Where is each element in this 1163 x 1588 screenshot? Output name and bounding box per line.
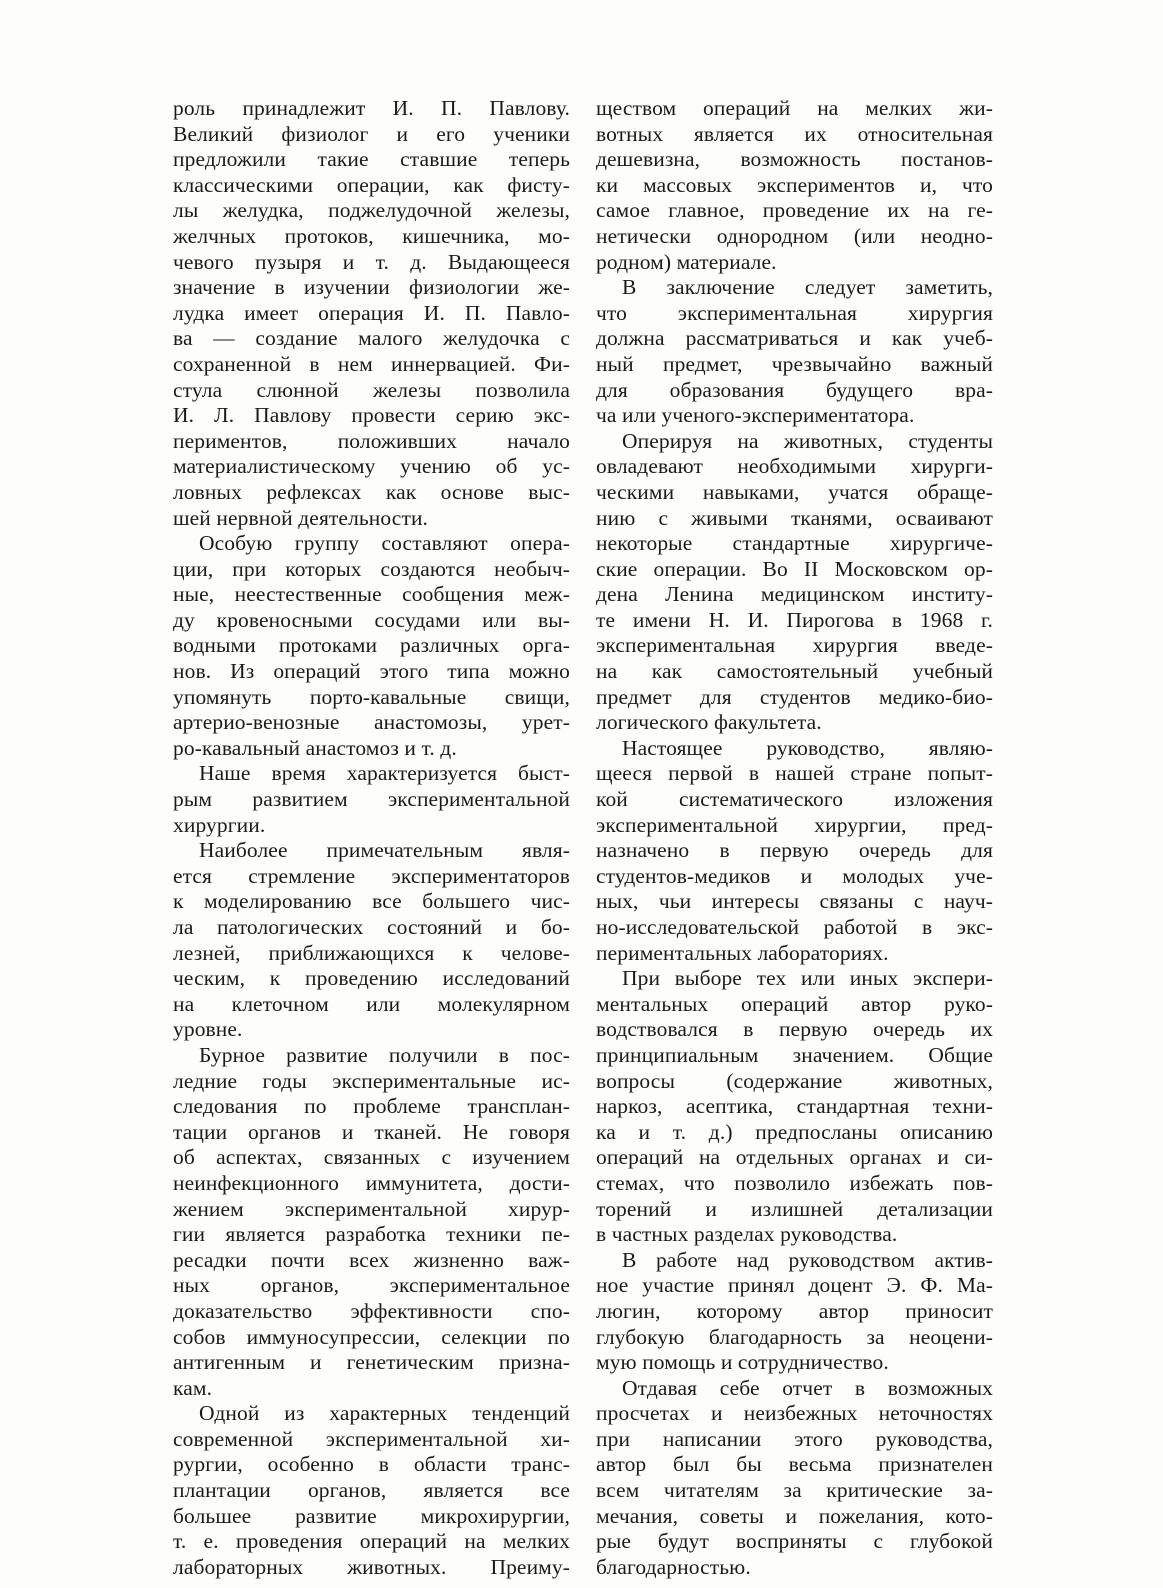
- text-line: т. е. проведения операций на мелких: [173, 1529, 570, 1554]
- text-line: ские операции. Во II Московском ор-: [596, 556, 993, 581]
- text-line: ментальных операций автор руко-: [596, 991, 993, 1016]
- text-line: периментальных лабораториях.: [596, 940, 889, 965]
- text-line: артерио-венозные анастомозы, урет-: [173, 710, 570, 735]
- text-line: что экспериментальная хирургия: [596, 300, 993, 325]
- paragraph: [173, 96, 570, 531]
- text-line: наркоз, асептика, стандартная техни-: [596, 1094, 993, 1119]
- text-line: экспериментальная хирургия введе-: [596, 633, 993, 658]
- text-line: роль принадлежит И. П. Павлову.: [173, 96, 570, 120]
- text-line: благодарностью.: [596, 1554, 751, 1579]
- text-line: ресадки почти всех жизненно важ-: [173, 1247, 570, 1272]
- text-line: дена Ленина медицинском институ-: [596, 582, 993, 607]
- paragraph: [596, 736, 993, 966]
- text-line: предложили такие ставшие теперь: [173, 147, 570, 172]
- text-line: При выборе тех или иных экспери-: [622, 966, 993, 991]
- text-line: И. Л. Павлову провести серию экс-: [173, 403, 570, 428]
- text-line: студентов-медиков и молодых уче-: [596, 863, 993, 888]
- text-line: рым развитием экспериментальной: [173, 787, 570, 812]
- text-line: Оперируя на животных, студенты: [622, 428, 993, 453]
- text-line: упомянуть порто-кавальные свищи,: [173, 684, 570, 709]
- text-line: нетически однородном (или неодно-: [596, 223, 993, 248]
- text-line: ческими навыками, учатся обраще-: [596, 479, 993, 504]
- text-line: стемах, что позволило избежать пов-: [596, 1170, 993, 1195]
- text-line: ро-кавальный анастомоз и т. д.: [173, 735, 457, 760]
- left-text-column: [173, 96, 570, 1580]
- text-line: сохраненной в нем иннервацией. Фи-: [173, 351, 570, 376]
- paragraph: [596, 1376, 993, 1581]
- text-line: ществом операций на мелких жи-: [596, 96, 993, 120]
- text-line: Наиболее примечательным явля-: [199, 838, 570, 863]
- text-line: неинфекционного иммунитета, дости-: [173, 1170, 570, 1195]
- text-line: Бурное развитие получили в пос-: [199, 1042, 570, 1067]
- text-line: глубокую благодарность за неоцени-: [596, 1324, 993, 1349]
- paragraph: [173, 1401, 570, 1580]
- paragraph: [173, 838, 570, 1043]
- text-line: В работе над руководством актив-: [622, 1247, 993, 1272]
- paragraph: [596, 275, 993, 429]
- text-line: В заключение следует заметить,: [622, 275, 993, 300]
- text-line: желчных протоков, кишечника, мо-: [173, 223, 570, 248]
- text-line: мечания, советы и пожелания, кото-: [596, 1503, 993, 1528]
- text-line: следования по проблеме трансплан-: [173, 1094, 570, 1119]
- text-line: стула слюнной железы позволила: [173, 377, 570, 402]
- text-line: мую помощь и сотрудничество.: [596, 1350, 889, 1375]
- text-line: плантации органов, является все: [173, 1478, 570, 1503]
- text-line: жением экспериментальной хирур-: [173, 1196, 570, 1221]
- text-line: в частных разделах руководства.: [596, 1222, 898, 1247]
- text-line: вопросы (содержание животных,: [596, 1068, 993, 1093]
- text-line: должна рассматриваться и как учеб-: [596, 326, 993, 351]
- text-line: рургии, особенно в области транс-: [173, 1452, 570, 1477]
- text-line: ледние годы экспериментальные ис-: [173, 1068, 570, 1093]
- text-line: ется стремление экспериментаторов: [173, 863, 570, 888]
- text-line: Одной из характерных тенденций: [199, 1401, 570, 1426]
- text-line: ла патологических состояний и бо-: [173, 915, 570, 939]
- text-line: антигенным и генетическим призна-: [173, 1350, 570, 1375]
- text-line: уровне.: [173, 1017, 243, 1042]
- text-line: Наше время характеризуется быст-: [199, 761, 570, 786]
- text-line: шей нервной деятельности.: [173, 505, 429, 530]
- text-line: лезней, приближающихся к челове-: [173, 940, 570, 965]
- text-line: ный предмет, чрезвычайно важный: [596, 351, 993, 376]
- text-line: Настоящее руководство, являю-: [622, 735, 993, 760]
- text-line: ка и т. д.) предпосланы описанию: [596, 1119, 993, 1144]
- text-line: торений и излишней детализации: [596, 1196, 993, 1221]
- text-line: классическими операции, как фисту-: [173, 172, 570, 197]
- text-line: ва — создание малого желудочка с: [173, 326, 570, 351]
- text-line: к моделированию все большего чис-: [173, 889, 570, 914]
- text-line: щееся первой в нашей стране попыт-: [596, 761, 993, 786]
- text-line: материалистическому учению об ус-: [173, 454, 570, 479]
- paragraph: [173, 1043, 570, 1401]
- text-line: ное участие принял доцент Э. Ф. Ма-: [596, 1273, 993, 1298]
- text-line: хирургии.: [173, 812, 266, 837]
- text-line: логического факультета.: [596, 710, 822, 735]
- paragraph: [596, 96, 993, 275]
- paragraph: [173, 761, 570, 838]
- text-line: для образования будущего вра-: [596, 377, 993, 402]
- text-line: лы желудка, поджелудочной железы,: [173, 198, 570, 223]
- text-line: всем читателям за критические за-: [596, 1478, 993, 1503]
- text-line: вотных является их относительная: [596, 121, 993, 146]
- paragraph: [173, 531, 570, 761]
- text-line: тации органов и тканей. Не говоря: [173, 1119, 570, 1144]
- text-line: Великий физиолог и его ученики: [173, 121, 570, 146]
- text-line: ции, при которых создаются необыч-: [173, 556, 570, 581]
- text-line: автор был бы весьма признателен: [596, 1452, 993, 1477]
- text-line: родном) материале.: [596, 249, 777, 274]
- text-line: значение в изучении физиологии же-: [173, 275, 570, 300]
- text-line: водными протоками различных орга-: [173, 633, 570, 658]
- text-line: об аспектах, связанных с изучением: [173, 1145, 570, 1170]
- text-line: принципиальным значением. Общие: [596, 1042, 993, 1067]
- paragraph: [596, 966, 993, 1248]
- text-line: ча или ученого-экспериментатора.: [596, 403, 915, 428]
- text-line: лабораторных животных. Преиму-: [173, 1554, 570, 1579]
- text-line: экспериментальной хирургии, пред-: [596, 812, 993, 837]
- text-line: ные, неестественные сообщения меж-: [173, 582, 570, 607]
- text-line: периментов, положивших начало: [173, 428, 570, 453]
- text-line: ду кровеносными сосудами или вы-: [173, 607, 570, 632]
- text-line: ных, чьи интересы связаны с науч-: [596, 889, 993, 914]
- text-line: собов иммуносупрессии, селекции по: [173, 1324, 570, 1349]
- text-line: ных органов, экспериментальное: [173, 1273, 570, 1298]
- text-line: некоторые стандартные хирургиче-: [596, 531, 993, 556]
- text-line: гии является разработка техники пе-: [173, 1222, 570, 1247]
- text-line: ловных рефлексах как основе выс-: [173, 479, 570, 504]
- text-line: кой систематического изложения: [596, 787, 993, 812]
- text-line: ческим, к проведению исследований: [173, 966, 570, 991]
- text-line: при написании этого руководства,: [596, 1426, 993, 1451]
- text-line: операций на отдельных органах и си-: [596, 1145, 993, 1170]
- text-line: нию с живыми тканями, осваивают: [596, 505, 993, 530]
- text-line: просчетах и неизбежных неточностях: [596, 1401, 993, 1426]
- text-line: чевого пузыря и т. д. Выдающееся: [173, 249, 570, 274]
- text-line: на как самостоятельный учебный: [596, 659, 993, 684]
- text-line: дешевизна, возможность постанов-: [596, 147, 993, 172]
- text-line: те имени Н. И. Пирогова в 1968 г.: [596, 607, 993, 632]
- text-line: кам.: [173, 1375, 213, 1400]
- right-text-column: [596, 96, 993, 1580]
- text-line: современной экспериментальной хи-: [173, 1426, 570, 1451]
- text-line: большее развитие микрохирургии,: [173, 1503, 570, 1528]
- text-line: самое главное, проведение их на ге-: [596, 198, 993, 223]
- text-line: назначено в первую очередь для: [596, 838, 993, 863]
- paragraph: [596, 1248, 993, 1376]
- text-line: доказательство эффективности спо-: [173, 1298, 570, 1323]
- text-line: нов. Из операций этого типа можно: [173, 659, 570, 684]
- text-line: люгин, которому автор приносит: [596, 1298, 993, 1323]
- text-line: водствовался в первую очередь их: [596, 1017, 993, 1042]
- text-line: Отдавая себе отчет в возможных: [622, 1375, 993, 1400]
- text-line: ки массовых экспериментов и, что: [596, 172, 993, 197]
- text-line: рые будут восприняты с глубокой: [596, 1529, 993, 1554]
- text-line: но-исследовательской работой в экс-: [596, 915, 993, 939]
- paragraph: [596, 429, 993, 736]
- text-line: Особую группу составляют опера-: [199, 531, 570, 556]
- text-line: лудка имеет операция И. П. Павло-: [173, 300, 570, 325]
- text-line: овладевают необходимыми хирурги-: [596, 454, 993, 479]
- text-line: предмет для студентов медико-био-: [596, 684, 993, 709]
- text-line: на клеточном или молекулярном: [173, 991, 570, 1016]
